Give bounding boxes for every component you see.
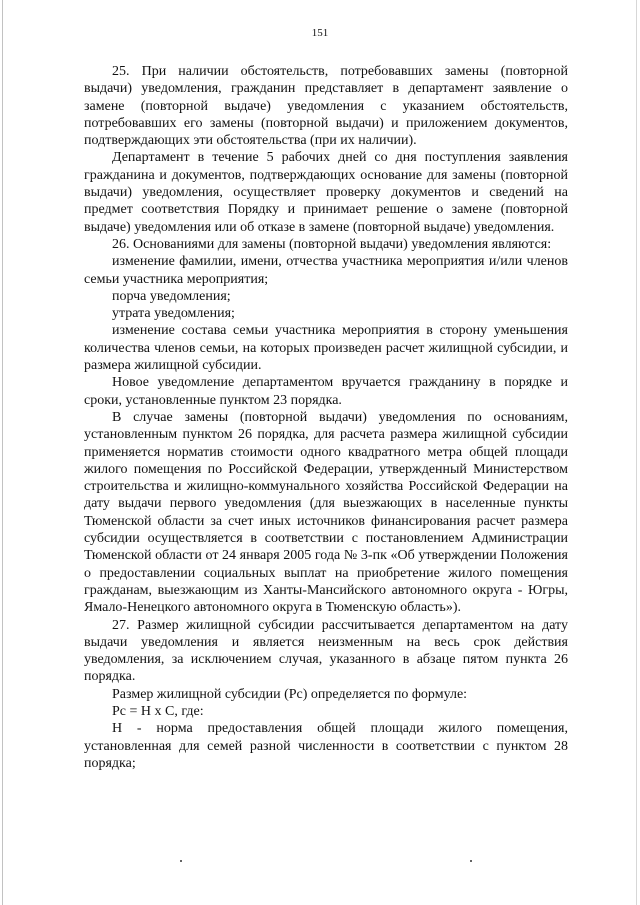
scan-edge-right xyxy=(636,0,637,905)
list-item-loss: утрата уведомления; xyxy=(112,306,235,322)
paragraph-27: 27. Размер жилищной субсидии рассчитывается департаментом на дату выдачи уведомления и является неизменным на весь срок действия уведомления, за исключением случая, указанного в абзаце пятом пункта 26 порядка. xyxy=(84,617,568,685)
page-number: 151 xyxy=(311,27,329,39)
paragraph-new-notice: Новое уведомление департаментом вручается гражданину в порядке и сроки, установленные пунктом 23 порядка. xyxy=(84,375,568,408)
scan-speck-left xyxy=(180,860,182,862)
formula: Рс = Н х С, где: xyxy=(112,703,204,719)
paragraph-25-department-term: Департамент в течение 5 рабочих дней со дня поступления заявления гражданина и документов, подтверждающих основание для замены (повторной выдачи) уведомления, осуществляет проверку документов и сведений на предмет соответствия Порядку и принимает решение о замене (повторной выдаче) уведомления или об отказе в замене (повторной выдаче) уведомления. xyxy=(84,150,568,235)
paragraph-replacement-norm: В случае замены (повторной выдачи) уведомления по основаниям, установленным пунктом 26 порядка, для расчета размера жилищной субсидии применяется норматив стоимости одного квадратного метра общей площади жилого помещения по Российской Федерации, утвержденный Министерством строительства и жилищно-коммунального хозяйства Российской Федерации на дату выдачи первого уведомления (для выезжающих в населенные пункты Тюменской области за счет иных источников финансирования расчет размера субсидии осуществляется в соответствии с постановлением Администрации Тюменской области от 24 января 2005 года № 3-пк «Об утверждении Положения о предоставлении социальных выплат на приобретение жилого помещения гражданам, выезжающим из Ханты-Мансийского автономного округа - Югры, Ямало-Ненецкого автономного округа в Тюменскую область»). xyxy=(84,409,568,616)
paragraph-25: 25. При наличии обстоятельств, потребовавших замены (повторной выдачи) уведомления, гражданин представляет в департамент заявление о замене (повторной выдаче) уведомления с указанием обстоятельств, потребовавших его замены (повторной выдачи) и приложением документов, подтверждающих эти обстоятельства (при их наличии). xyxy=(84,64,568,149)
list-item-damage: порча уведомления; xyxy=(112,288,231,304)
list-item-family-change: изменение состава семьи участника мероприятия в сторону уменьшения количества членов семьи, на которых произведен расчет жилищной субсидии, и размера жилищной субсидии. xyxy=(84,323,568,374)
paragraph-26: 26. Основаниями для замены (повторной выдачи) уведомления являются: xyxy=(112,236,552,252)
body-text xyxy=(84,63,568,772)
paragraph-formula-intro: Размер жилищной субсидии (Рс) определяется по формуле: xyxy=(112,686,468,702)
paragraph-norm-definition: Н - норма предоставления общей площади жилого помещения, установленная для семей разной численности в соответствии с пунктом 28 порядка; xyxy=(84,721,568,771)
list-item-name-change: изменение фамилии, имени, отчества участника мероприятия и/или членов семьи участника мероприятия; xyxy=(84,254,568,287)
scan-edge-left xyxy=(2,0,3,905)
scan-speck-right xyxy=(470,860,472,862)
